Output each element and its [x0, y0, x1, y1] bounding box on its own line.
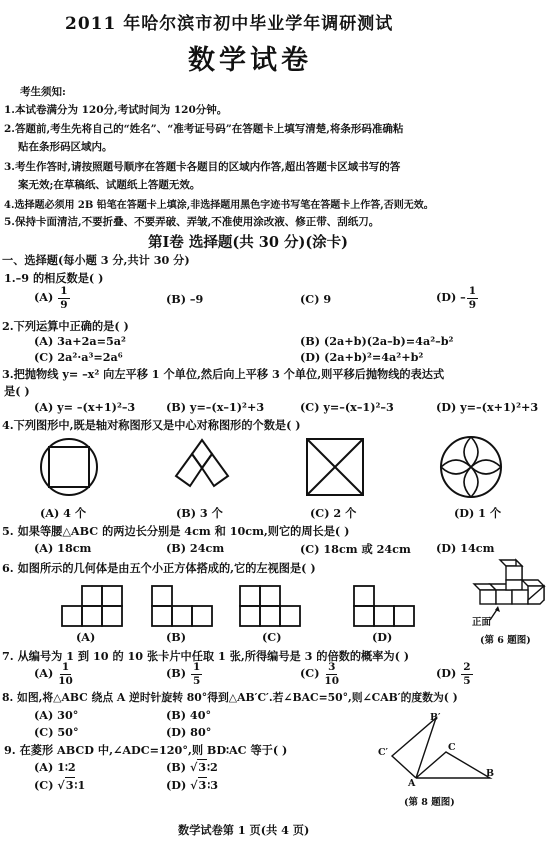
q8-option-c: (C) 50° [34, 725, 79, 739]
q7-option-d [436, 662, 474, 686]
q7-option-b [166, 662, 203, 686]
q8-label-a: A [408, 778, 416, 789]
q1-option-c: (C) 9 [300, 292, 332, 306]
q7-a-label: (A) [34, 666, 54, 680]
q6-front-label: 正面 [472, 617, 492, 628]
q9-c-label: (C) [34, 778, 54, 792]
q3-stem-line2: 是( ) [4, 384, 30, 398]
q1-d-den: 9 [468, 298, 477, 311]
q5-option-c: (C) 18cm 或 24cm [300, 542, 411, 556]
q8-option-a: (A) 30° [34, 708, 79, 722]
q1-option-a [34, 286, 71, 310]
q7-c-label: (C) [300, 666, 320, 680]
q5-stem: 5. 如果等腰△ABC 的两边长分别是 4cm 和 10cm,则它的周长是( ) [2, 524, 350, 538]
q6-option-d: (D) [372, 630, 393, 644]
q2-stem: 2.下列运算中正确的是( ) [2, 319, 129, 333]
q9-option-c: (C) √3∶1 [34, 778, 86, 792]
q1-d-label: (D) – [436, 290, 466, 304]
q6-figure-a [60, 584, 124, 628]
q4-figure-b [166, 436, 238, 500]
q1-a-num: 1 [60, 285, 68, 297]
q5-option-b: (B) 24cm [166, 541, 225, 555]
notice-line-3b: 案无效;在草稿纸、试题纸上答题无效。 [18, 179, 201, 191]
q7-b-label: (B) [166, 666, 187, 680]
q8-label-b-prime: B′ [430, 712, 441, 723]
q1-a-label: (A) [34, 290, 54, 304]
part-title: 第Ⅰ卷 选择题(共 30 分)(涂卡) [148, 234, 349, 251]
notice-line-2b: 贴在条形码区域内。 [18, 141, 113, 153]
q4-figure-d [438, 434, 504, 500]
notice-heading: 考生须知: [20, 86, 66, 98]
q7-c-num: 3 [328, 661, 336, 673]
q1-d-num: 1 [468, 285, 477, 297]
q3-option-a: (A) y= –(x+1)²–3 [34, 400, 136, 414]
q2-option-c: (C) 2a²·a³=2a⁶ [34, 350, 123, 364]
exam-title: 2011 年哈尔滨市初中毕业学年调研测试 [65, 14, 394, 34]
q5-option-a: (A) 18cm [34, 541, 92, 555]
q7-d-fraction [461, 662, 472, 686]
q3-option-b: (B) y=–(x–1)²+3 [166, 400, 265, 414]
notice-line-3: 3.考生作答时,请按照题号顺序在答题卡各题目的区域内作答,超出答题卡区域书写的答 [4, 161, 401, 173]
q6-option-b: (B) [166, 630, 187, 644]
notice-line-4: 4.选择题必须用 2B 铅笔在答题卡上填涂,非选择题用黑色字迹书写笔在答题卡上作答,否则无效。 [4, 200, 434, 211]
q8-label-c: C [448, 742, 456, 753]
q9-c-ratio: ∶1 [74, 778, 86, 792]
q9-d-label: (D) [166, 778, 187, 792]
q9-b-label: (B) [166, 760, 187, 774]
exam-subtitle: 数学试卷 [188, 45, 312, 76]
q9-option-b: (B) √3∶2 [166, 760, 218, 774]
q1-option-d [436, 286, 479, 310]
q7-d-num: 2 [463, 661, 471, 673]
q9-option-d: (D) √3∶3 [166, 778, 219, 792]
q8-option-d: (D) 80° [166, 725, 212, 739]
q1-stem: 1.–9 的相反数是( ) [4, 271, 104, 285]
q6-figure-d [352, 584, 416, 628]
q3-option-d: (D) y=–(x+1)²+3 [436, 400, 539, 414]
q9-d-radicand: 3 [198, 778, 207, 792]
notice-line-2: 2.答题前,考生先将自己的“姓名”、“准考证号码”在答题卡上填写清楚,将条形码准确粘 [4, 123, 404, 135]
q8-label-b: B [486, 768, 495, 779]
q8-option-b: (B) 40° [166, 708, 212, 722]
q7-b-num: 1 [192, 661, 201, 673]
q9-b-radicand: 3 [198, 760, 207, 774]
page-footer: 数学试卷第 1 页(共 4 页) [178, 823, 310, 837]
q1-d-fraction [467, 286, 478, 310]
q4-stem: 4.下列图形中,既是轴对称图形又是中心对称图形的个数是( ) [2, 418, 301, 432]
q6-figure-caption: (第 6 题图) [480, 635, 531, 646]
q7-a-fraction [58, 662, 73, 686]
section-title: 一、选择题(每小题 3 分,共计 30 分) [2, 253, 190, 267]
q8-figure-caption: (第 8 题图) [404, 797, 455, 808]
q4-option-a: (A) 4 个 [40, 506, 87, 520]
q4-option-c: (C) 2 个 [310, 506, 357, 520]
q2-option-d: (D) (2a+b)²=4a²+b² [300, 350, 424, 364]
q7-b-den: 5 [192, 674, 201, 687]
q7-a-num: 1 [61, 661, 70, 673]
q1-a-den: 9 [60, 298, 68, 311]
q7-a-den: 10 [58, 674, 73, 687]
q7-option-a [34, 662, 74, 686]
q9-c-radicand: 3 [65, 778, 74, 792]
q8-triangle-figure [380, 712, 500, 790]
q4-option-d: (D) 1 个 [454, 506, 502, 520]
q3-stem-line1: 3.把抛物线 y= –x² 向左平移 1 个单位,然后向上平移 3 个单位,则平移后抛物线的表达式 [2, 367, 445, 381]
q7-option-c [300, 662, 340, 686]
q6-figure-c [238, 584, 302, 628]
q6-option-c: (C) [262, 630, 282, 644]
q4-figure-a [38, 436, 100, 498]
q6-option-a: (A) [76, 630, 96, 644]
q2-option-b: (B) (2a+b)(2a–b)=4a²–b² [300, 334, 454, 348]
q7-c-fraction [324, 662, 339, 686]
q6-solid-figure [470, 558, 550, 622]
q9-option-a: (A) 1∶2 [34, 760, 76, 774]
q7-c-den: 10 [324, 674, 340, 687]
q6-figure-b [150, 584, 214, 628]
notice-line-1: 1.本试卷满分为 120分,考试时间为 120分钟。 [4, 104, 228, 116]
q5-option-d: (D) 14cm [436, 541, 495, 555]
q7-stem: 7. 从编号为 1 到 10 的 10 张卡片中任取 1 张,所得编号是 3 的倍数的概率为( ) [2, 649, 410, 663]
q4-figure-c [304, 436, 366, 498]
q1-a-fraction [58, 286, 69, 310]
q6-stem: 6. 如图所示的几何体是由五个小正方体搭成的,它的左视图是( ) [2, 561, 316, 575]
q8-stem: 8. 如图,将△ABC 绕点 A 逆时针旋转 80°得到△AB′C′.若∠BAC=50°,则∠CAB′的度数为( ) [2, 691, 458, 704]
q3-option-c: (C) y=–(x–1)²–3 [300, 400, 394, 414]
notice-line-5: 5.保持卡面清洁,不要折叠、不要弄破、弄皱,不准使用涂改液、修正带、刮纸刀。 [4, 216, 380, 228]
q9-b-ratio: ∶2 [207, 760, 218, 774]
q7-d-den: 5 [463, 674, 471, 687]
q7-b-fraction [191, 662, 202, 686]
q7-d-label: (D) [436, 666, 457, 680]
q9-d-ratio: ∶3 [207, 778, 219, 792]
q8-label-c-prime: C′ [378, 747, 389, 758]
q2-option-a: (A) 3a+2a=5a² [34, 334, 126, 348]
q9-stem: 9. 在菱形 ABCD 中,∠ADC=120°,则 BD∶AC 等于( ) [4, 743, 288, 757]
q1-option-b: (B) –9 [166, 292, 204, 306]
q4-option-b: (B) 3 个 [176, 506, 223, 520]
